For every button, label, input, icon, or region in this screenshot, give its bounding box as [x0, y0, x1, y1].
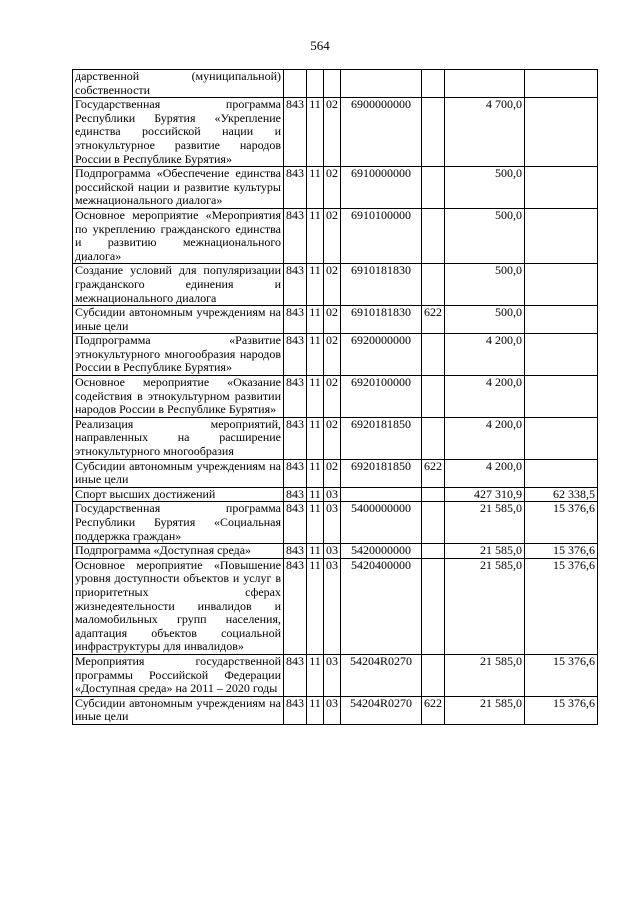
ved-code-cell: 843 [284, 264, 307, 306]
ved-code-cell: 843 [284, 334, 307, 376]
section-code-cell: 11 [307, 417, 324, 459]
row-name-cell: Субсидии автономным учреждениям на иные цели [73, 459, 284, 487]
subsection-code-cell: 02 [324, 306, 341, 334]
expense-type-cell [422, 167, 445, 209]
amount-cell-2: 15 376,6 [525, 544, 598, 559]
section-code-cell: 11 [307, 264, 324, 306]
amount-cell-1 [445, 70, 525, 98]
target-article-cell: 6910181830 [341, 264, 422, 306]
row-name-cell: Основное мероприятие «Оказание содействия в этнокультурном развитии народов России в Республике Бурятия» [73, 376, 284, 418]
expense-type-cell [422, 70, 445, 98]
amount-cell-1: 500,0 [445, 264, 525, 306]
ved-code-cell: 843 [284, 558, 307, 654]
section-code-cell: 11 [307, 98, 324, 167]
table-row [73, 167, 598, 209]
section-code-cell: 11 [307, 208, 324, 263]
row-name-cell: Субсидии автономным учреждениям на иные цели [73, 696, 284, 724]
section-code-cell: 11 [307, 696, 324, 724]
table-row [73, 459, 598, 487]
amount-cell-1: 21 585,0 [445, 696, 525, 724]
ved-code-cell: 843 [284, 417, 307, 459]
amount-cell-2 [525, 264, 598, 306]
ved-code-cell: 843 [284, 544, 307, 559]
subsection-code-cell: 03 [324, 502, 341, 544]
amount-cell-2 [525, 334, 598, 376]
amount-cell-2 [525, 98, 598, 167]
target-article-cell: 5420000000 [341, 544, 422, 559]
expense-type-cell [422, 487, 445, 502]
subsection-code-cell: 02 [324, 98, 341, 167]
table-row [73, 502, 598, 544]
section-code-cell: 11 [307, 502, 324, 544]
expense-type-cell [422, 98, 445, 167]
subsection-code-cell: 03 [324, 558, 341, 654]
amount-cell-2: 62 338,5 [525, 487, 598, 502]
amount-cell-1: 4 200,0 [445, 334, 525, 376]
table-row [73, 376, 598, 418]
subsection-code-cell: 02 [324, 459, 341, 487]
amount-cell-1: 427 310,9 [445, 487, 525, 502]
section-code-cell: 11 [307, 487, 324, 502]
target-article-cell: 6920181850 [341, 417, 422, 459]
amount-cell-2: 15 376,6 [525, 696, 598, 724]
expense-type-cell [422, 417, 445, 459]
row-name-cell: Мероприятия государственной программы Российской Федерации «Доступная среда» на 2011 – 2020 годы [73, 654, 284, 696]
amount-cell-2 [525, 459, 598, 487]
subsection-code-cell: 03 [324, 654, 341, 696]
target-article-cell: 54204R0270 [341, 654, 422, 696]
expense-type-cell [422, 654, 445, 696]
subsection-code-cell: 02 [324, 376, 341, 418]
target-article-cell [341, 70, 422, 98]
subsection-code-cell: 03 [324, 487, 341, 502]
amount-cell-2 [525, 417, 598, 459]
amount-cell-1: 21 585,0 [445, 544, 525, 559]
table-row [73, 654, 598, 696]
subsection-code-cell: 03 [324, 544, 341, 559]
amount-cell-2 [525, 167, 598, 209]
section-code-cell: 11 [307, 654, 324, 696]
amount-cell-1: 4 200,0 [445, 417, 525, 459]
budget-table-body [73, 70, 598, 725]
amount-cell-1: 500,0 [445, 208, 525, 263]
row-name-cell: Основное мероприятие «Мероприятия по укреплению гражданского единства и развитию межнационального диалога» [73, 208, 284, 263]
amount-cell-1: 21 585,0 [445, 502, 525, 544]
ved-code-cell: 843 [284, 696, 307, 724]
target-article-cell [341, 487, 422, 502]
row-name-cell: Реализация мероприятий, направленных на расширение этнокультурного многообразия [73, 417, 284, 459]
amount-cell-2 [525, 376, 598, 418]
row-name-cell: дарственной (муниципальной) собственности [73, 70, 284, 98]
expense-type-cell: 622 [422, 306, 445, 334]
expense-type-cell: 622 [422, 459, 445, 487]
section-code-cell: 11 [307, 306, 324, 334]
budget-table [72, 69, 598, 725]
subsection-code-cell: 02 [324, 417, 341, 459]
row-name-cell: Субсидии автономным учреждениям на иные цели [73, 306, 284, 334]
target-article-cell: 5400000000 [341, 502, 422, 544]
ved-code-cell: 843 [284, 502, 307, 544]
row-name-cell: Спорт высших достижений [73, 487, 284, 502]
amount-cell-2: 15 376,6 [525, 502, 598, 544]
amount-cell-2: 15 376,6 [525, 558, 598, 654]
table-row [73, 696, 598, 724]
table-row [73, 544, 598, 559]
target-article-cell: 6910100000 [341, 208, 422, 263]
expense-type-cell [422, 208, 445, 263]
amount-cell-1: 21 585,0 [445, 654, 525, 696]
row-name-cell: Подпрограмма «Развитие этнокультурного многообразия народов России в Республике Бурятия» [73, 334, 284, 376]
expense-type-cell [422, 544, 445, 559]
amount-cell-2 [525, 208, 598, 263]
row-name-cell: Государственная программа Республики Бурятия «Социальная поддержка граждан» [73, 502, 284, 544]
ved-code-cell [284, 70, 307, 98]
ved-code-cell: 843 [284, 306, 307, 334]
section-code-cell: 11 [307, 167, 324, 209]
subsection-code-cell: 02 [324, 167, 341, 209]
section-code-cell [307, 70, 324, 98]
expense-type-cell [422, 558, 445, 654]
amount-cell-2 [525, 306, 598, 334]
section-code-cell: 11 [307, 558, 324, 654]
subsection-code-cell: 02 [324, 334, 341, 376]
row-name-cell: Создание условий для популяризации гражданского единения и межнационального диалога [73, 264, 284, 306]
row-name-cell: Основное мероприятие «Повышение уровня доступности объектов и услуг в приоритетных сферах жизнедеятельности инвалидов и маломобильных групп населения, адаптация объектов социальной инфраструктуры для инвалидов» [73, 558, 284, 654]
expense-type-cell [422, 264, 445, 306]
table-row [73, 306, 598, 334]
target-article-cell: 6910181830 [341, 306, 422, 334]
row-name-cell: Государственная программа Республики Бурятия «Укрепление единства российской нации и этнокультурное развитие народов России в Республике Бурятия» [73, 98, 284, 167]
section-code-cell: 11 [307, 334, 324, 376]
expense-type-cell [422, 502, 445, 544]
table-row [73, 98, 598, 167]
ved-code-cell: 843 [284, 208, 307, 263]
subsection-code-cell: 02 [324, 208, 341, 263]
target-article-cell: 6920181850 [341, 459, 422, 487]
amount-cell-1: 4 700,0 [445, 98, 525, 167]
expense-type-cell [422, 376, 445, 418]
row-name-cell: Подпрограмма «Доступная среда» [73, 544, 284, 559]
amount-cell-1: 21 585,0 [445, 558, 525, 654]
target-article-cell: 54204R0270 [341, 696, 422, 724]
amount-cell-2: 15 376,6 [525, 654, 598, 696]
amount-cell-1: 500,0 [445, 167, 525, 209]
target-article-cell: 6920100000 [341, 376, 422, 418]
table-row [73, 208, 598, 263]
expense-type-cell [422, 334, 445, 376]
row-name-cell: Подпрограмма «Обеспечение единства российской нации и развитие культуры межнационального диалога» [73, 167, 284, 209]
ved-code-cell: 843 [284, 376, 307, 418]
section-code-cell: 11 [307, 459, 324, 487]
table-row [73, 487, 598, 502]
target-article-cell: 6920000000 [341, 334, 422, 376]
table-row [73, 70, 598, 98]
subsection-code-cell: 03 [324, 696, 341, 724]
target-article-cell: 6900000000 [341, 98, 422, 167]
amount-cell-1: 500,0 [445, 306, 525, 334]
amount-cell-2 [525, 70, 598, 98]
ved-code-cell: 843 [284, 167, 307, 209]
subsection-code-cell [324, 70, 341, 98]
target-article-cell: 6910000000 [341, 167, 422, 209]
page-number: 564 [310, 38, 330, 53]
amount-cell-1: 4 200,0 [445, 376, 525, 418]
table-row [73, 417, 598, 459]
ved-code-cell: 843 [284, 487, 307, 502]
ved-code-cell: 843 [284, 98, 307, 167]
table-row [73, 264, 598, 306]
ved-code-cell: 843 [284, 654, 307, 696]
table-row [73, 558, 598, 654]
subsection-code-cell: 02 [324, 264, 341, 306]
expense-type-cell: 622 [422, 696, 445, 724]
section-code-cell: 11 [307, 544, 324, 559]
target-article-cell: 5420400000 [341, 558, 422, 654]
ved-code-cell: 843 [284, 459, 307, 487]
amount-cell-1: 4 200,0 [445, 459, 525, 487]
table-row [73, 334, 598, 376]
section-code-cell: 11 [307, 376, 324, 418]
